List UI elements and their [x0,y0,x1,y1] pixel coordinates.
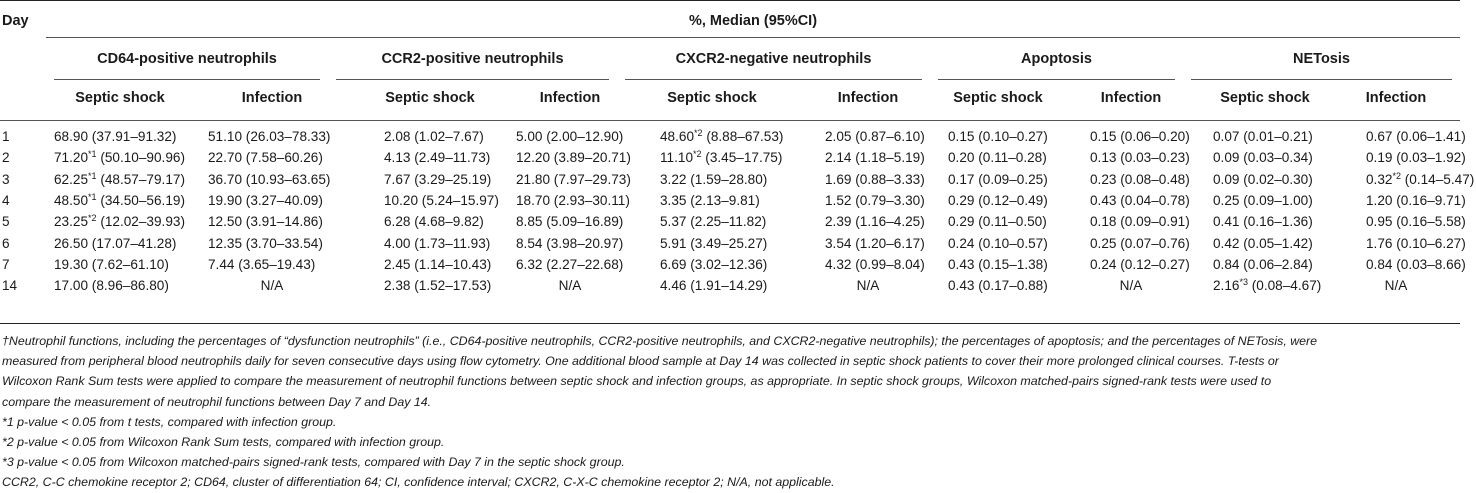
cell-ci: (0.12–0.27) [1116,256,1190,272]
cell-value: 21.80 [516,171,551,187]
cell-ci: (2.27–22.68) [542,256,624,272]
group-header: Apoptosis [1021,51,1092,67]
cell-value: 0.15 [1090,129,1117,144]
cell-value: 2.45 [384,256,411,272]
group-header: CCR2-positive neutrophils [381,51,564,67]
cell-ci: (0.03–8.66) [1392,256,1466,272]
footnote-line: †Neutrophil functions, including the percentages of “dysfunction neutrophils” (i.e., CD64-positive neutrophils, CCR2-positive neutrophils, and CXCR2-negative neutrophils); the percentages of apoptosis; and the percentages of NETosis, were [2,334,1318,348]
cell-ci: (0.11–0.50) [974,214,1047,230]
cell-value: 36.70 [208,171,243,187]
table-cell [948,150,1047,165]
table-cell [1366,150,1466,165]
cell-value: 0.84 [1213,256,1240,272]
table-cell [208,193,323,208]
cell-ci: (3.98–20.97) [542,235,624,251]
cell-value: 71.20 [54,150,89,166]
table-cell [516,214,623,229]
table-cell [948,129,1048,144]
footnote-line: *2 p-value < 0.05 from Wilcoxon Rank Sum tests, compared with infection group. [2,435,445,450]
cell-value: 4.46 [660,278,687,294]
cell-value: 6.32 [516,256,543,272]
cell-ci: (3.29–25.19) [410,171,492,187]
super-header: %, Median (95%CI) [688,13,818,29]
table-cell [660,172,767,187]
table-bottom-rule [0,323,1460,324]
table-cell [1366,257,1466,272]
table-cell [1213,257,1313,272]
cell-value: 5.37 [660,214,687,230]
cell-value: 2.08 [384,129,411,144]
table-cell [660,214,766,229]
table-cell [54,236,176,251]
cell-ci: (3.89–20.71) [550,150,631,166]
cell-ci: (8.96–86.80) [88,278,169,294]
cell-value: 62.25 [54,171,89,187]
cell-ci: (2.25–11.82) [686,214,767,230]
table-cell [948,257,1048,272]
cell-value: 6.69 [660,256,687,272]
cell-value: 68.90 [54,129,89,144]
sub-header: Septic shock [1220,90,1310,106]
table-cell [208,150,323,165]
table-cell [825,172,925,187]
cell-ci: (4.68–9.82) [410,214,484,230]
cell-value: 17.00 [54,278,89,294]
cell-ci: (0.09–0.91) [1116,214,1190,230]
cell-ci: (48.57–79.17) [96,171,185,187]
table-cell [516,129,623,144]
table-cell [208,172,330,187]
table-cell [1090,129,1190,144]
table-cell [1213,172,1313,187]
group-rule [625,79,922,80]
cell-ci: (0.01–0.21) [1239,129,1313,144]
cell-value: 19.90 [208,192,243,208]
cell-value: 3.54 [825,235,852,251]
table-cell [1090,193,1190,208]
cell-ci: (0.08–4.67) [1247,278,1322,294]
cell-value: 4.00 [384,235,411,251]
cell-value: 0.84 [1366,256,1393,272]
table-cell: N/A [260,278,284,294]
cell-value: 7.67 [384,171,411,187]
cell-ci: (5.24–15.97) [418,192,499,208]
cell-ci: (3.49–25.27) [686,235,768,251]
cell-ci: (0.88–3.33) [851,171,925,187]
cell-value: 22.70 [208,150,243,166]
cell-ci: (0.10–6.27) [1392,235,1466,251]
table-cell [54,129,176,144]
table-cell [825,129,925,144]
cell-ci: (3.91–14.86) [242,214,323,230]
table-cell [660,150,782,165]
cell-ci: (3.70–33.54) [242,235,323,251]
day-cell: 14 [2,278,18,294]
cell-ci: (37.91–91.32) [88,129,177,144]
cell-value: 6.28 [384,214,411,230]
sub-header: Infection [1100,90,1162,106]
table-cell [1090,172,1190,187]
cell-value: 0.24 [1090,256,1117,272]
day-header: Day [2,13,29,29]
footnotes [2,331,1458,493]
cell-ci: (0.12–0.49) [974,192,1048,208]
table-top-rule [0,0,1460,1]
cell-ci: (0.99–8.04) [851,256,925,272]
cell-value: 0.42 [1213,235,1240,251]
cell-ci: (0.16–9.71) [1392,192,1466,208]
cell-value: 3.35 [660,192,687,208]
day-cell: 7 [2,256,10,272]
cell-value: 2.39 [825,214,852,230]
cell-ci: (1.52–17.53) [410,278,492,294]
table-cell: N/A [1119,278,1143,294]
sub-header: Septic shock [385,90,475,106]
cell-ci: (2.00–12.90) [542,129,624,144]
cell-value: 0.43 [1090,192,1117,208]
cell-ci: (7.58–60.26) [242,150,323,166]
significance-mark: *3 [1239,277,1248,288]
cell-value: 18.70 [516,192,551,208]
cell-ci: (0.16–5.58) [1392,214,1466,230]
group-rule [336,79,609,80]
cell-value: 12.35 [208,235,243,251]
significance-mark: *2 [1392,170,1401,181]
group-header: CD64-positive neutrophils [97,51,277,67]
cell-ci: (1.02–7.67) [410,129,484,144]
super-header-rule [46,37,1460,38]
cell-value: 0.23 [1090,171,1117,187]
cell-value: 0.13 [1090,150,1117,166]
cell-ci: (0.07–0.76) [1116,235,1190,251]
cell-value: 0.43 [948,278,975,294]
cell-value: 12.50 [208,214,243,230]
cell-value: 1.20 [1366,192,1393,208]
cell-ci: (0.06–2.84) [1239,256,1313,272]
cell-value: 10.20 [384,192,419,208]
sub-header: Septic shock [667,90,757,106]
cell-ci: (7.62–61.10) [88,256,169,272]
day-cell: 4 [2,192,10,208]
table-cell [1213,278,1321,293]
cell-ci: (3.45–17.75) [701,150,783,166]
cell-ci: (10.93–63.65) [242,171,331,187]
cell-value: 0.67 [1366,129,1393,144]
cell-ci: (12.02–39.93) [96,214,185,230]
cell-value: 19.30 [54,256,89,272]
table-cell [1366,214,1466,229]
footnote-line: *1 p-value < 0.05 from t tests, compared with infection group. [2,414,337,429]
significance-mark: *2 [694,128,703,138]
table-cell [208,129,330,144]
table-cell [1213,214,1313,229]
sub-header: Infection [1365,90,1427,106]
cell-value: 0.25 [1213,192,1240,208]
cell-value: 48.50 [54,192,89,208]
cell-ci: (0.06–1.41) [1392,129,1466,144]
cell-ci: (50.10–90.96) [96,150,185,166]
group-rule [1191,79,1452,80]
table-cell [1366,236,1466,251]
table-cell [1366,193,1466,208]
footnote-line: CCR2, C-C chemokine receptor 2; CD64, cluster of differentiation 64; CI, confidence interval; CXCR2, C-X-C chemokine receptor 2; N/A, not applicable. [2,475,835,490]
table-cell [384,236,490,251]
table-cell [516,236,623,251]
table-cell: N/A [1384,278,1408,294]
cell-ci: (26.03–78.33) [242,129,331,144]
footnote-line: Wilcoxon Rank Sum tests were applied to compare the measurement of neutrophil functions between septic shock and infection groups, as appropriate. In septic shock groups, Wilcoxon matched-pairs signed-rank tests were used to [2,374,1272,389]
cell-ci: (2.93–30.11) [550,192,630,208]
cell-ci: (0.11–0.28) [974,150,1047,166]
table-cell [1366,172,1474,187]
cell-value: 0.25 [1090,235,1117,251]
group-header: NETosis [1293,51,1350,67]
day-cell: 3 [2,171,10,187]
cell-value: 3.22 [660,171,687,187]
table-cell [1213,193,1313,208]
cell-ci: (1.59–28.80) [686,171,768,187]
table-cell [948,193,1048,208]
cell-value: 0.07 [1213,129,1240,144]
table-cell [660,129,783,144]
table-cell [54,278,169,293]
cell-ci: (17.07–41.28) [88,235,177,251]
cell-ci: (0.06–0.20) [1116,129,1190,144]
table-cell [825,150,925,165]
cell-value: 5.91 [660,235,687,251]
cell-ci: (0.79–3.30) [851,192,925,208]
cell-value: 5.00 [516,129,543,144]
cell-ci: (3.27–40.09) [242,192,323,208]
sub-header: Septic shock [75,90,165,106]
cell-value: 48.60 [660,129,695,144]
footnote-line: measured from peripheral blood neutrophils daily for seven consecutive days using flow cytometry. One additional blood sample at Day 14 was collected in septic shock patients to cover their more prolonged clinical courses. T-tests or [2,354,1279,369]
cell-value: 0.29 [948,192,975,208]
table-cell [660,236,767,251]
table-cell [1090,257,1190,272]
cell-value: 0.24 [948,235,975,251]
cell-ci: (0.03–0.34) [1239,150,1313,166]
cell-value: 26.50 [54,235,89,251]
table-cell [54,193,185,208]
cell-value: 8.54 [516,235,543,251]
cell-ci: (0.14–5.47) [1400,171,1475,187]
footnote-line: compare the measurement of neutrophil functions between Day 7 and Day 14. [2,394,432,409]
table-cell [384,150,490,165]
cell-value: 1.76 [1366,235,1393,251]
cell-value: 0.15 [948,129,975,144]
cell-value: 12.20 [516,150,551,166]
cell-value: 7.44 [208,256,235,272]
header-bottom-rule [0,120,1460,121]
table-cell [1213,150,1313,165]
cell-value: 2.38 [384,278,411,294]
table-cell: N/A [558,278,582,294]
cell-ci: (0.02–0.30) [1239,171,1313,187]
significance-mark: *1 [88,149,97,160]
cell-ci: (0.16–1.36) [1239,214,1313,230]
cell-ci: (3.02–12.36) [686,256,768,272]
day-cell: 5 [2,214,10,230]
group-rule [54,79,320,80]
cell-ci: (0.08–0.48) [1116,171,1190,187]
cell-ci: (2.13–9.81) [686,192,760,208]
group-header: CXCR2-negative neutrophils [675,51,872,67]
day-cell: 1 [2,129,10,144]
table-cell [948,172,1048,187]
table-cell [825,214,925,229]
cell-ci: (0.09–0.25) [974,171,1048,187]
table-cell: N/A [856,278,880,294]
cell-value: 2.05 [825,129,852,144]
cell-ci: (0.10–0.27) [974,129,1048,144]
cell-ci: (0.04–0.78) [1116,192,1190,208]
cell-value: 51.10 [208,129,243,144]
cell-value: 0.09 [1213,150,1240,166]
cell-value: 2.16 [1213,278,1240,294]
cell-ci: (1.91–14.29) [686,278,768,294]
day-cell: 2 [2,150,10,166]
table-cell [384,257,491,272]
group-rule [938,79,1175,80]
cell-value: 0.29 [948,214,975,230]
table-cell [660,193,760,208]
significance-mark: *1 [88,191,97,202]
cell-ci: (0.05–1.42) [1239,235,1313,251]
table-cell [825,257,925,272]
cell-ci: (7.97–29.73) [550,171,631,187]
table-cell [54,214,185,229]
cell-ci: (0.15–1.38) [974,256,1048,272]
table-cell [516,257,623,272]
cell-ci: (0.03–0.23) [1116,150,1190,166]
sub-header: Infection [539,90,601,106]
cell-ci: (1.73–11.93) [410,235,491,251]
cell-ci: (0.09–1.00) [1239,192,1313,208]
table-cell [208,236,323,251]
cell-value: 4.32 [825,256,852,272]
cell-value: 8.85 [516,214,543,230]
cell-ci: (0.03–1.92) [1392,150,1466,166]
table-cell [1366,129,1466,144]
cell-value: 0.18 [1090,214,1117,230]
table-cell [1090,150,1190,165]
cell-value: 0.20 [948,150,975,166]
cell-value: 0.09 [1213,171,1240,187]
sub-header: Infection [837,90,899,106]
cell-value: 4.13 [384,150,411,166]
table-cell [825,236,925,251]
significance-mark: *2 [693,149,702,160]
table-cell [948,236,1048,251]
cell-ci: (1.18–5.19) [851,150,925,166]
cell-ci: (0.17–0.88) [974,278,1048,294]
table-cell [384,172,491,187]
table-cell [54,150,185,165]
significance-mark: *2 [88,213,97,224]
sub-header: Septic shock [953,90,1043,106]
cell-ci: (0.10–0.57) [974,235,1048,251]
cell-ci: (0.87–6.10) [851,129,925,144]
sub-header: Infection [241,90,303,106]
table-cell [660,278,767,293]
table-cell [948,214,1047,229]
table-cell [54,257,169,272]
table-cell [208,214,323,229]
cell-value: 2.14 [825,150,852,166]
table-cell [1090,214,1190,229]
table-cell [1090,236,1190,251]
table-cell [1213,236,1313,251]
cell-ci: (3.65–19.43) [234,256,316,272]
cell-ci: (8.88–67.53) [702,129,784,144]
table-cell [516,193,630,208]
table-cell [1213,129,1313,144]
cell-ci: (5.09–16.89) [542,214,624,230]
table-cell [384,129,484,144]
cell-value: 11.10 [660,150,694,166]
cell-value: 0.95 [1366,214,1393,230]
cell-ci: (1.14–10.43) [410,256,492,272]
table-cell [54,172,185,187]
table-cell [660,257,767,272]
cell-value: 1.69 [825,171,852,187]
cell-value: 0.17 [948,171,975,187]
table-cell [384,278,491,293]
table-cell [208,257,315,272]
table-cell [384,214,484,229]
day-cell: 6 [2,235,10,251]
cell-value: 0.32 [1366,171,1393,187]
cell-value: 0.19 [1366,150,1393,166]
table-cell [384,193,499,208]
cell-ci: (1.16–4.25) [851,214,925,230]
cell-ci: (1.20–6.17) [851,235,925,251]
cell-ci: (2.49–11.73) [410,150,491,166]
cell-value: 0.43 [948,256,975,272]
cell-value: 23.25 [54,214,89,230]
table-cell [516,172,631,187]
footnote-line: *3 p-value < 0.05 from Wilcoxon matched-pairs signed-rank tests, compared with Day 7 in the septic shock group. [2,455,625,470]
cell-value: 1.52 [825,192,852,208]
table-cell [516,150,631,165]
table-cell [948,278,1048,293]
significance-mark: *1 [88,170,97,181]
cell-value: 0.41 [1213,214,1240,230]
cell-ci: (34.50–56.19) [96,192,185,208]
table-cell [825,193,925,208]
